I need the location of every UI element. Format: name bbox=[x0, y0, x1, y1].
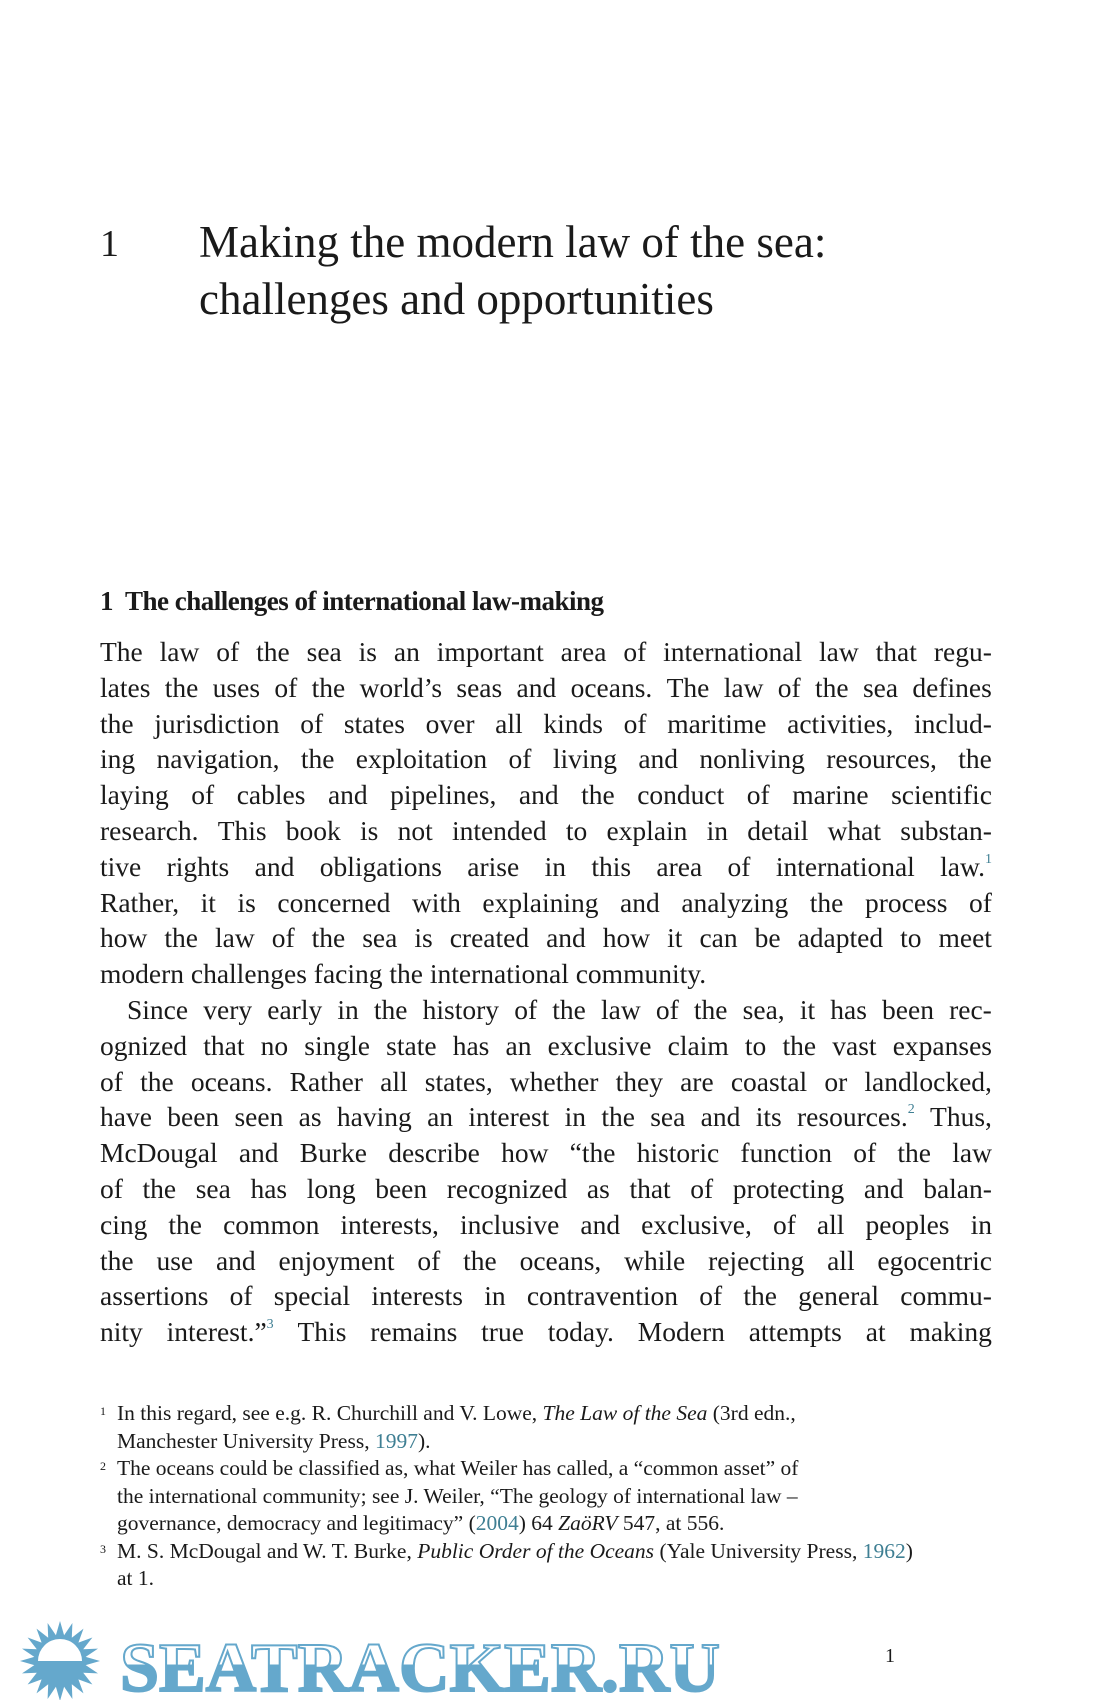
word: be bbox=[754, 922, 781, 954]
word: of bbox=[514, 993, 538, 1025]
word: in bbox=[484, 1280, 506, 1312]
word: of bbox=[690, 1172, 714, 1204]
word: kinds bbox=[543, 707, 603, 739]
word: the bbox=[256, 636, 290, 667]
footnote-line bbox=[117, 1428, 1000, 1456]
word: interests bbox=[371, 1280, 464, 1312]
chapter-number: 1 bbox=[100, 223, 119, 265]
word: and bbox=[863, 1172, 904, 1204]
word: remains bbox=[370, 1316, 458, 1348]
word: coastal bbox=[730, 1065, 808, 1097]
word: to bbox=[565, 814, 588, 846]
body-line bbox=[100, 1314, 992, 1350]
word: detail bbox=[747, 814, 809, 846]
word: the bbox=[809, 886, 844, 918]
word: to bbox=[900, 922, 922, 954]
footnote-line bbox=[117, 1400, 1000, 1428]
year-link[interactable]: 1962 bbox=[862, 1538, 906, 1563]
word: rec- bbox=[949, 993, 992, 1025]
word: the bbox=[463, 1244, 497, 1276]
word: expanses bbox=[892, 1029, 992, 1061]
word: oceans. bbox=[190, 1065, 273, 1097]
word: general bbox=[798, 1280, 880, 1312]
word: the bbox=[311, 922, 346, 954]
word: sea bbox=[362, 922, 398, 954]
word: explaining bbox=[482, 886, 599, 918]
word: of bbox=[699, 1280, 723, 1312]
word: law.$^1$ bbox=[940, 850, 992, 882]
word: with bbox=[411, 886, 461, 918]
word: in bbox=[544, 850, 566, 882]
word: and bbox=[580, 1208, 621, 1240]
word: long bbox=[306, 1172, 356, 1204]
word: exclusive, bbox=[641, 1208, 752, 1240]
word: ing bbox=[100, 743, 136, 775]
word: law bbox=[819, 636, 859, 667]
watermark-logo bbox=[0, 1615, 1101, 1700]
word: whether bbox=[509, 1065, 599, 1097]
word: today. bbox=[547, 1316, 614, 1348]
word: no bbox=[260, 1029, 289, 1061]
word: been bbox=[167, 1101, 220, 1133]
body-line bbox=[100, 992, 992, 1028]
chapter-title-line: Making the modern law of the sea: bbox=[199, 217, 827, 267]
footnote-text: at 1. bbox=[117, 1566, 155, 1590]
word: of bbox=[216, 636, 240, 667]
word: how bbox=[602, 922, 651, 954]
body-line bbox=[100, 1135, 992, 1171]
word: use bbox=[156, 1244, 194, 1276]
word: cing bbox=[100, 1208, 148, 1240]
footnote-text: ) bbox=[905, 1538, 913, 1563]
word: This bbox=[217, 814, 267, 846]
word: uses bbox=[212, 671, 261, 703]
footnote-text: (Yale University Press, bbox=[654, 1538, 863, 1563]
word: jurisdiction bbox=[154, 707, 280, 739]
word: very bbox=[203, 993, 253, 1025]
footnote bbox=[100, 1455, 1000, 1538]
word: law bbox=[214, 922, 255, 954]
footnote-text: ). bbox=[417, 1428, 431, 1453]
word: defines bbox=[912, 671, 992, 703]
body-line bbox=[100, 813, 992, 849]
word: the bbox=[311, 671, 346, 703]
word: of bbox=[508, 743, 532, 775]
body-line bbox=[100, 1243, 992, 1279]
word: and bbox=[546, 922, 586, 954]
word: exploitation bbox=[355, 743, 488, 775]
body-line bbox=[100, 777, 992, 813]
word: maritime bbox=[667, 707, 767, 739]
word: are bbox=[680, 1065, 714, 1097]
word: having bbox=[336, 1101, 412, 1133]
word: international bbox=[775, 850, 915, 882]
word: as bbox=[298, 1101, 322, 1133]
word: book bbox=[285, 814, 341, 846]
word: substan- bbox=[900, 814, 992, 846]
word: area bbox=[656, 850, 703, 882]
word: nonliving bbox=[699, 743, 805, 775]
word: This bbox=[297, 1316, 347, 1348]
body-line bbox=[100, 1207, 992, 1243]
word: the bbox=[958, 743, 992, 775]
word: analyzing bbox=[681, 886, 789, 918]
word: sea, bbox=[742, 993, 785, 1025]
word: of bbox=[417, 1244, 441, 1276]
word: resources, bbox=[826, 743, 937, 775]
word: and bbox=[700, 1101, 741, 1133]
word: state bbox=[386, 1029, 437, 1061]
word: commu- bbox=[900, 1280, 992, 1312]
word: the bbox=[168, 1208, 203, 1240]
footnote-text: M. S. McDougal and W. T. Burke, bbox=[117, 1538, 418, 1563]
year-link[interactable]: 1997 bbox=[374, 1428, 418, 1453]
word: Rather bbox=[289, 1065, 363, 1097]
footnotes bbox=[100, 1400, 1000, 1593]
word: sea bbox=[862, 671, 899, 703]
word: cables bbox=[236, 779, 306, 811]
word: exclusive bbox=[547, 1029, 652, 1061]
word: how bbox=[100, 922, 148, 954]
word: that bbox=[875, 636, 917, 667]
word: of bbox=[229, 1280, 253, 1312]
word: at bbox=[865, 1316, 886, 1348]
word: of bbox=[746, 779, 770, 811]
footnote-text: In this regard, see e.g. R. Churchill and V. Lowe, bbox=[117, 1401, 543, 1425]
chapter-title-line: challenges and opportunities bbox=[199, 274, 714, 324]
word: is bbox=[414, 922, 433, 954]
word: been bbox=[882, 993, 934, 1025]
footnote-text: Manchester University Press, bbox=[117, 1428, 375, 1453]
word: the bbox=[100, 1244, 134, 1276]
word: Rather, bbox=[100, 886, 180, 918]
word: in bbox=[564, 1101, 586, 1133]
word: explain bbox=[606, 814, 688, 846]
word: “the bbox=[569, 1137, 616, 1169]
sun-icon bbox=[20, 1621, 100, 1700]
word: an bbox=[505, 1029, 532, 1061]
word: true bbox=[481, 1316, 524, 1348]
body-line bbox=[100, 1064, 992, 1100]
word: oceans. bbox=[570, 671, 653, 703]
body-line bbox=[100, 1171, 992, 1207]
footnote-number: 3 bbox=[100, 1541, 106, 1556]
word: it bbox=[799, 993, 816, 1025]
body-line bbox=[100, 741, 992, 777]
word: they bbox=[615, 1065, 663, 1097]
word: and bbox=[238, 1137, 279, 1169]
word: the bbox=[601, 1101, 635, 1133]
word: of bbox=[772, 1208, 796, 1240]
word: rights bbox=[166, 850, 230, 882]
word: all bbox=[816, 1208, 845, 1240]
word: how bbox=[501, 1137, 549, 1169]
word: activities, bbox=[787, 707, 894, 739]
word: peoples bbox=[865, 1208, 950, 1240]
word: ognized bbox=[100, 1029, 188, 1061]
word: sea bbox=[195, 1172, 231, 1204]
footnote-line bbox=[117, 1455, 1000, 1483]
word: of bbox=[777, 671, 801, 703]
word: intended bbox=[451, 814, 547, 846]
word: the bbox=[552, 993, 586, 1025]
word: the bbox=[373, 993, 408, 1025]
word: Thus, bbox=[930, 1101, 992, 1133]
word: has bbox=[830, 993, 867, 1025]
word: an bbox=[393, 636, 420, 667]
footnote-text: ZaöRV bbox=[558, 1511, 618, 1535]
footnote-number: 2 bbox=[100, 1459, 106, 1473]
word: sea bbox=[650, 1101, 686, 1133]
body-line bbox=[100, 920, 992, 956]
word: function bbox=[740, 1137, 833, 1169]
word: Burke bbox=[299, 1137, 367, 1169]
word: and bbox=[638, 743, 679, 775]
word: rejecting bbox=[708, 1244, 805, 1276]
word: has bbox=[250, 1172, 288, 1204]
word: and bbox=[518, 779, 559, 811]
word: of bbox=[727, 850, 751, 882]
footnote-number: 1 bbox=[100, 1404, 106, 1418]
word: history bbox=[422, 993, 500, 1025]
word: and bbox=[516, 671, 557, 703]
word: concerned bbox=[277, 886, 391, 918]
word: is bbox=[358, 636, 378, 667]
word: McDougal bbox=[100, 1137, 218, 1169]
footnote-ref[interactable]: 1 bbox=[984, 851, 992, 867]
word: interests, bbox=[340, 1208, 439, 1240]
word: all bbox=[380, 1065, 408, 1097]
body-text bbox=[100, 634, 992, 1350]
footnote-line bbox=[117, 1565, 1000, 1593]
word: law bbox=[723, 671, 764, 703]
word: meet bbox=[938, 922, 992, 954]
word: protecting bbox=[732, 1172, 845, 1204]
chapter-title bbox=[199, 214, 826, 328]
word: to bbox=[744, 1029, 767, 1061]
word: of bbox=[271, 922, 295, 954]
word: this bbox=[591, 850, 632, 882]
word: and bbox=[254, 850, 295, 882]
word: scientific bbox=[891, 779, 992, 811]
word: world’s bbox=[359, 671, 443, 703]
word: while bbox=[624, 1244, 686, 1276]
footnote-text: (3rd edn., bbox=[707, 1401, 796, 1425]
word: over bbox=[425, 707, 475, 739]
word: in bbox=[337, 993, 359, 1025]
word: or bbox=[824, 1065, 848, 1097]
word: international bbox=[663, 636, 803, 667]
word: have bbox=[100, 1101, 152, 1133]
word: of bbox=[100, 1172, 123, 1204]
word: in bbox=[706, 814, 729, 846]
footnote-text: Public Order of the Oceans bbox=[417, 1538, 655, 1563]
word: describe bbox=[388, 1137, 480, 1169]
word: important bbox=[436, 636, 544, 667]
word: the bbox=[100, 707, 134, 739]
word: the bbox=[815, 671, 849, 703]
word: of bbox=[655, 993, 679, 1025]
word: historic bbox=[636, 1137, 720, 1169]
word: attempts bbox=[748, 1316, 842, 1348]
word: the bbox=[140, 1065, 174, 1097]
word: contravention bbox=[526, 1280, 679, 1312]
word: inclusive bbox=[460, 1208, 560, 1240]
word: Modern bbox=[637, 1316, 725, 1348]
word: oceans, bbox=[519, 1244, 602, 1276]
word: sea bbox=[306, 636, 342, 667]
word: lates bbox=[100, 671, 151, 703]
line-text: modern challenges facing the international community. bbox=[100, 958, 707, 990]
year-link[interactable]: 2004 bbox=[475, 1511, 519, 1535]
word: recognized bbox=[446, 1172, 568, 1204]
word: The bbox=[666, 671, 710, 703]
word: states bbox=[343, 707, 405, 739]
word: marine bbox=[792, 779, 869, 811]
word: living bbox=[552, 743, 617, 775]
footnote-line bbox=[117, 1538, 1000, 1566]
word: research. bbox=[100, 814, 199, 846]
word: the bbox=[581, 779, 615, 811]
word: its bbox=[755, 1101, 782, 1133]
body-line bbox=[100, 956, 992, 992]
word: can bbox=[699, 922, 738, 954]
footnote bbox=[100, 1538, 1000, 1593]
word: tive bbox=[100, 850, 142, 882]
word: of bbox=[969, 886, 992, 918]
word: special bbox=[273, 1280, 351, 1312]
word: laying bbox=[100, 779, 169, 811]
word: obligations bbox=[319, 850, 442, 882]
word: that bbox=[629, 1172, 671, 1204]
word: not bbox=[397, 814, 433, 846]
word: vast bbox=[832, 1029, 877, 1061]
word: law bbox=[159, 636, 200, 667]
footnote-text: governance, democracy and legitimacy” ( bbox=[117, 1511, 476, 1535]
word: as bbox=[586, 1172, 610, 1204]
word: is bbox=[237, 886, 256, 918]
body-line bbox=[100, 849, 992, 885]
word: single bbox=[304, 1029, 370, 1061]
word: of bbox=[623, 707, 647, 739]
body-line bbox=[100, 634, 992, 670]
word: the bbox=[782, 1029, 817, 1061]
footnote-text: The Law of the Sea bbox=[542, 1401, 708, 1425]
word: landlocked, bbox=[864, 1065, 992, 1097]
footnote-ref[interactable]: 3 bbox=[266, 1317, 274, 1333]
word: of bbox=[623, 636, 647, 667]
word: and bbox=[620, 886, 660, 918]
word: balan- bbox=[923, 1172, 992, 1204]
word: navigation, bbox=[156, 743, 280, 775]
footnote-line bbox=[117, 1510, 1000, 1538]
body-line bbox=[100, 885, 992, 921]
word: nity bbox=[100, 1316, 143, 1348]
word: process bbox=[864, 886, 948, 918]
word: of bbox=[274, 671, 298, 703]
word: all bbox=[495, 707, 523, 739]
word: common bbox=[223, 1208, 320, 1240]
footnote-ref[interactable]: 2 bbox=[907, 1102, 915, 1118]
word: it bbox=[200, 886, 216, 918]
word: the bbox=[142, 1172, 177, 1204]
word: seen bbox=[234, 1101, 284, 1133]
word: all bbox=[827, 1244, 855, 1276]
word: The bbox=[100, 636, 143, 667]
word: claim bbox=[667, 1029, 729, 1061]
word: enjoyment bbox=[278, 1244, 395, 1276]
word: of bbox=[100, 1065, 123, 1097]
word: it bbox=[667, 922, 683, 954]
body-line bbox=[100, 1278, 992, 1314]
word: egocentric bbox=[877, 1244, 992, 1276]
word: of bbox=[191, 779, 215, 811]
word: and bbox=[215, 1244, 256, 1276]
word: of bbox=[853, 1137, 877, 1169]
word: in bbox=[970, 1208, 992, 1240]
body-line bbox=[100, 706, 992, 742]
word: an bbox=[427, 1101, 454, 1133]
word: and bbox=[327, 779, 368, 811]
footnote-text: ) 64 bbox=[518, 1511, 559, 1535]
body-line bbox=[100, 1028, 992, 1064]
footnote-line bbox=[117, 1483, 1000, 1511]
section-heading: 1 The challenges of international law-making bbox=[100, 586, 604, 616]
watermark-text: SEATRACKER.RU bbox=[120, 1630, 720, 1700]
word: the bbox=[897, 1137, 932, 1169]
word: the bbox=[743, 1280, 777, 1312]
word: regu- bbox=[933, 636, 992, 667]
word: the bbox=[164, 922, 198, 954]
footnote-text: The oceans could be classified as, what Weiler has called, a “common asset” of bbox=[117, 1456, 799, 1480]
word: interest.”$^3$ bbox=[166, 1316, 274, 1348]
word: seas bbox=[456, 671, 503, 703]
word: law bbox=[952, 1137, 992, 1169]
word: the bbox=[300, 743, 335, 775]
word: what bbox=[827, 814, 882, 846]
word: making bbox=[909, 1316, 992, 1348]
word: of bbox=[300, 707, 324, 739]
word: law bbox=[601, 993, 641, 1025]
word: is bbox=[360, 814, 379, 846]
word: adapted bbox=[797, 922, 884, 954]
word: Since bbox=[127, 993, 189, 1025]
word: been bbox=[375, 1172, 428, 1204]
word: arise bbox=[467, 850, 520, 882]
word: resources.$^2$ bbox=[797, 1101, 915, 1133]
word: has bbox=[452, 1029, 490, 1061]
footnote-text: the international community; see J. Weiler, “The geology of international law – bbox=[117, 1483, 798, 1508]
footnote bbox=[100, 1400, 1000, 1455]
footnote-text: 547, at 556. bbox=[617, 1511, 725, 1535]
word: area bbox=[560, 636, 607, 667]
word: interest bbox=[468, 1101, 550, 1133]
word: early bbox=[267, 993, 323, 1025]
word: assertions bbox=[100, 1280, 209, 1312]
word: pipelines, bbox=[390, 779, 497, 811]
body-line bbox=[100, 1099, 992, 1135]
word: the bbox=[164, 671, 199, 703]
word: created bbox=[449, 922, 530, 954]
word: the bbox=[693, 993, 728, 1025]
word: that bbox=[203, 1029, 245, 1061]
word: conduct bbox=[637, 779, 725, 811]
word: states, bbox=[424, 1065, 493, 1097]
page-number: 1 bbox=[885, 1645, 895, 1667]
body-line bbox=[100, 670, 992, 706]
word: includ- bbox=[913, 707, 992, 739]
